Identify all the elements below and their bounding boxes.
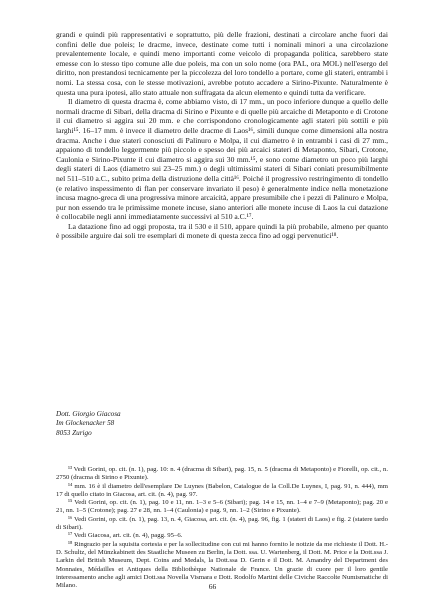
author-name: Dott. Giorgio Giacosa [56,410,121,418]
footnote-16: ¹⁶ Vedi Gorini, op. cit. (n. 1), pag. 13, n. 4, Giacosa, art. cit. (n. 4), pag. 96, fig. 1 (stateri di Laos) e fig. 2 (statere tardo di Sibari). [56,515,388,532]
footnote-15: ¹⁵ Vedi Gorini, op. cit. (n. 1), pag. 10 e 11, nn. 1–3 e 5–6 (Sibari); pag. 14 e 15, nn. 1–4 e 7–9 (Metaponto); pag. 20 e 21, nn. 1–5 (Crotone); pag. 27 e 28, nn. 1–4 (Caulonia) e pag. 9, nn. 1–2 (Sirino e Pixunte). [56,499,388,515]
paragraph-diameter: Il diametro di questa dracma è, come abbiamo visto, di 17 mm., un poco inferiore dunque a quello delle normali dracme di Sibari, della dracma di Sirino e Pixunte e di quelle più arcaiche di Metaponto e di Crotone il cui diametro si aggira sui 20 mm. e che corrispondono cronologicamente agli stateri più sottili e più larghi¹⁵. 16–17 mm. è invece il diametro delle dracme di Laos¹⁶, simili dunque come dimensioni alla nostra dracma. Anche i due stateri conosciuti di Palinuro e Molpa, il cui diametro è in entrambi i casi di 27 mm., appaiono di tondello leggermente più piccolo e spesso dei più arcaici stateri di Metaponto, Sibari, Crotone, Caulonia e Sirino-Pixunte il cui diametro si aggira sui 30 mm.¹⁵, e sono come diametro un poco più larghi degli stateri di Laos (diametro sui 23–25 mm.) o degli ultimissimi stateri di Sibari coniati presumibilmente nel 511–510 a.C., subito prima della distruzione della città¹⁶. Poiché il progressivo restringimento di tondello (e relativo inspessimento di flan per conservare invariato il peso) è generalmente indice nella monetazione incusa magno-greca di una progressiva minore arcaicità, appare presumibile che i pezzi di Palinuro e Molpa, pur non essendo tra le primissime monete incuse, siano anteriori alle monete incuse di Laos la cui datazione è collocabile negli anni immediatamente successivi al 510 a.C.¹⁷. [56,97,388,222]
page-number: 66 [208,582,217,591]
address-city: 8053 Zurigo [56,428,92,437]
address-street: Im Glockenacker 58 [56,419,115,428]
author-address [56,410,121,438]
footnote-17: ¹⁷ Vedi Giacosa, art. cit. (n. 4), pagg. 95–6. [68,532,183,540]
paragraph-drachm-hypothesis: grandi e quindi più rappresentativi e soprattutto, più delle frazioni, destinati a circolare anche fuori dai confini delle due poleis; le dracme, invece, destinate come tutti i nominali minori a una circolazione prevalentemente locale, e quindi meno importanti come veicolo di propaganda politica, sarebbero state emesse con lo stesso tipo comune alle due poleis, ma con un solo nome (ora PAL, ora MOL) nell'esergo del diritto, non prestandosi tecnicamente per la piccolezza del loro tondello a portare, come gli stateri, entrambi i nomi. La stessa cosa, con le stesse motivazioni, avrebbe potuto accadere a Sirino-Pixunte. Naturalmente è questa una pura ipotesi, allo stato attuale non suffragata da alcun elemento e quindi tutta da verificare. [56,30,388,97]
footnote-18: ¹⁸ Ringrazio per la squisita cortesia e per la sollecitudine con cui mi hanno fornito le notizie da me richieste il Dott. H.-D. Schultz, del Münzkabinett des Staatliche Museen zu Berlin, la Dott. ssa. U. Wartenberg, il Dott. M. Price e la Dott.ssa J. Larkin del British Museum, Dept. Coins and Medals, la Dott.ssa D. Gerin e il Dott. M. Amandry del Department des Monnaies, Médailles et Antiques della Bibliothèque Nationale de France. Un grazie di cuore per il loro gentile interessamento anche agli amici Dott.ssa Novella Vismara e Dott. Rodolfo Martini delle Civiche Raccolte Numismatiche di Milano. [56,540,388,590]
body-text [56,30,388,241]
footnote-13: ¹³ Vedi Gorini, op. cit. (n. 1), pag. 10: n. 4 (dracma di Sibari), pag. 15, n. 5 (dracma di Metaponto) e Fiorelli, op. cit., n. 2750 (dracma di Sirino e Pixunte). [56,466,388,482]
footnote-14: ¹⁴ mm. 16 è il diametro dell'esemplare De Luynes (Babelon, Catalogue de la Coll.De Luynes, I, pag. 91, n. 444), mm 17 di quello citato in Giacosa, art. cit. (n. 4), pag. 97. [56,482,388,498]
footnotes [56,466,388,590]
paragraph-dating: La datazione fino ad oggi proposta, tra il 530 e il 510, appare quindi la più probabile, almeno per quanto è possibile arguire dai soli tre esemplari di monete di questa zecca fino ad oggi pervenutici¹⁸. [56,221,388,241]
